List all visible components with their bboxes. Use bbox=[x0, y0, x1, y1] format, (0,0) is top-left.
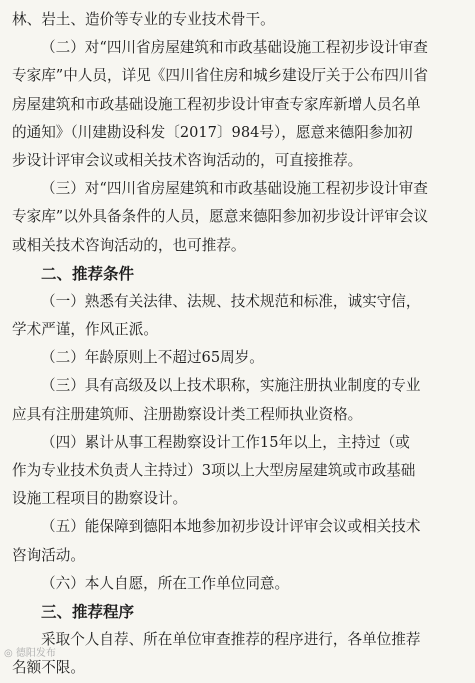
paragraph-line: （三）具有高级及以上技术职称，实施注册执业制度的专业 bbox=[41, 377, 421, 395]
paragraph-line: （一）熟悉有关法律、法规、技术规范和标准，诚实守信， bbox=[41, 292, 421, 310]
paragraph-line: 专家库”中人员，详见《四川省住房和城乡建设厅关于公布四川省 bbox=[12, 67, 429, 85]
paragraph-line: 专家库”以外具备条件的人员，愿意来德阳参加初步设计评审会议 bbox=[12, 208, 429, 226]
paragraph-line: （三）对“四川省房屋建筑和市政基础设施工程初步设计审查 bbox=[41, 180, 428, 198]
paragraph-line: （二）对“四川省房屋建筑和市政基础设施工程初步设计审查 bbox=[41, 39, 428, 57]
paragraph-line: 名额不限。 bbox=[12, 659, 85, 677]
paragraph-line: 房屋建筑和市政基础设施工程初步设计审查专家库新增人员名单 bbox=[12, 95, 421, 113]
paragraph-line: （四）累计从事工程勘察设计工作15年以上，主持过（或 bbox=[41, 433, 410, 451]
paragraph-line: 的通知》（川建勘设科发〔2017〕984号），愿意来德阳参加初 bbox=[12, 123, 413, 141]
paragraph-line: （五）能保障到德阳本地参加初步设计评审会议或相关技术 bbox=[41, 518, 421, 536]
paragraph-line: 学术严谨，作风正派。 bbox=[12, 321, 158, 339]
document-body bbox=[12, 6, 467, 683]
paragraph-line: （二）年龄原则上不超过65周岁。 bbox=[41, 349, 264, 367]
paragraph-line: 或相关技术咨询活动的，也可推荐。 bbox=[12, 236, 246, 254]
paragraph-line: 设施工程项目的勘察设计。 bbox=[12, 490, 188, 508]
paragraph-line: 采取个人自荐、所在单位审查推荐的程序进行，各单位推荐 bbox=[41, 631, 421, 649]
paragraph-line: 作为专业技术负责人主持过）3项以上大型房屋建筑或市政基础 bbox=[12, 462, 416, 479]
section-heading: 二、推荐条件 bbox=[41, 264, 135, 283]
paragraph-line: 林、岩土、造价等专业的专业技术骨干。 bbox=[12, 11, 275, 28]
paragraph-line: 步设计评审会议或相关技术咨询活动的，可直接推荐。 bbox=[12, 151, 363, 169]
paragraph-line: 咨询活动。 bbox=[12, 546, 85, 564]
section-heading: 三、推荐程序 bbox=[41, 602, 135, 621]
paragraph-line: 应具有注册建筑师、注册勘察设计类工程师执业资格。 bbox=[12, 405, 363, 423]
paragraph-line: （六）本人自愿，所在工作单位同意。 bbox=[41, 574, 290, 592]
watermark: ◎ 德阳发布 bbox=[4, 648, 56, 659]
